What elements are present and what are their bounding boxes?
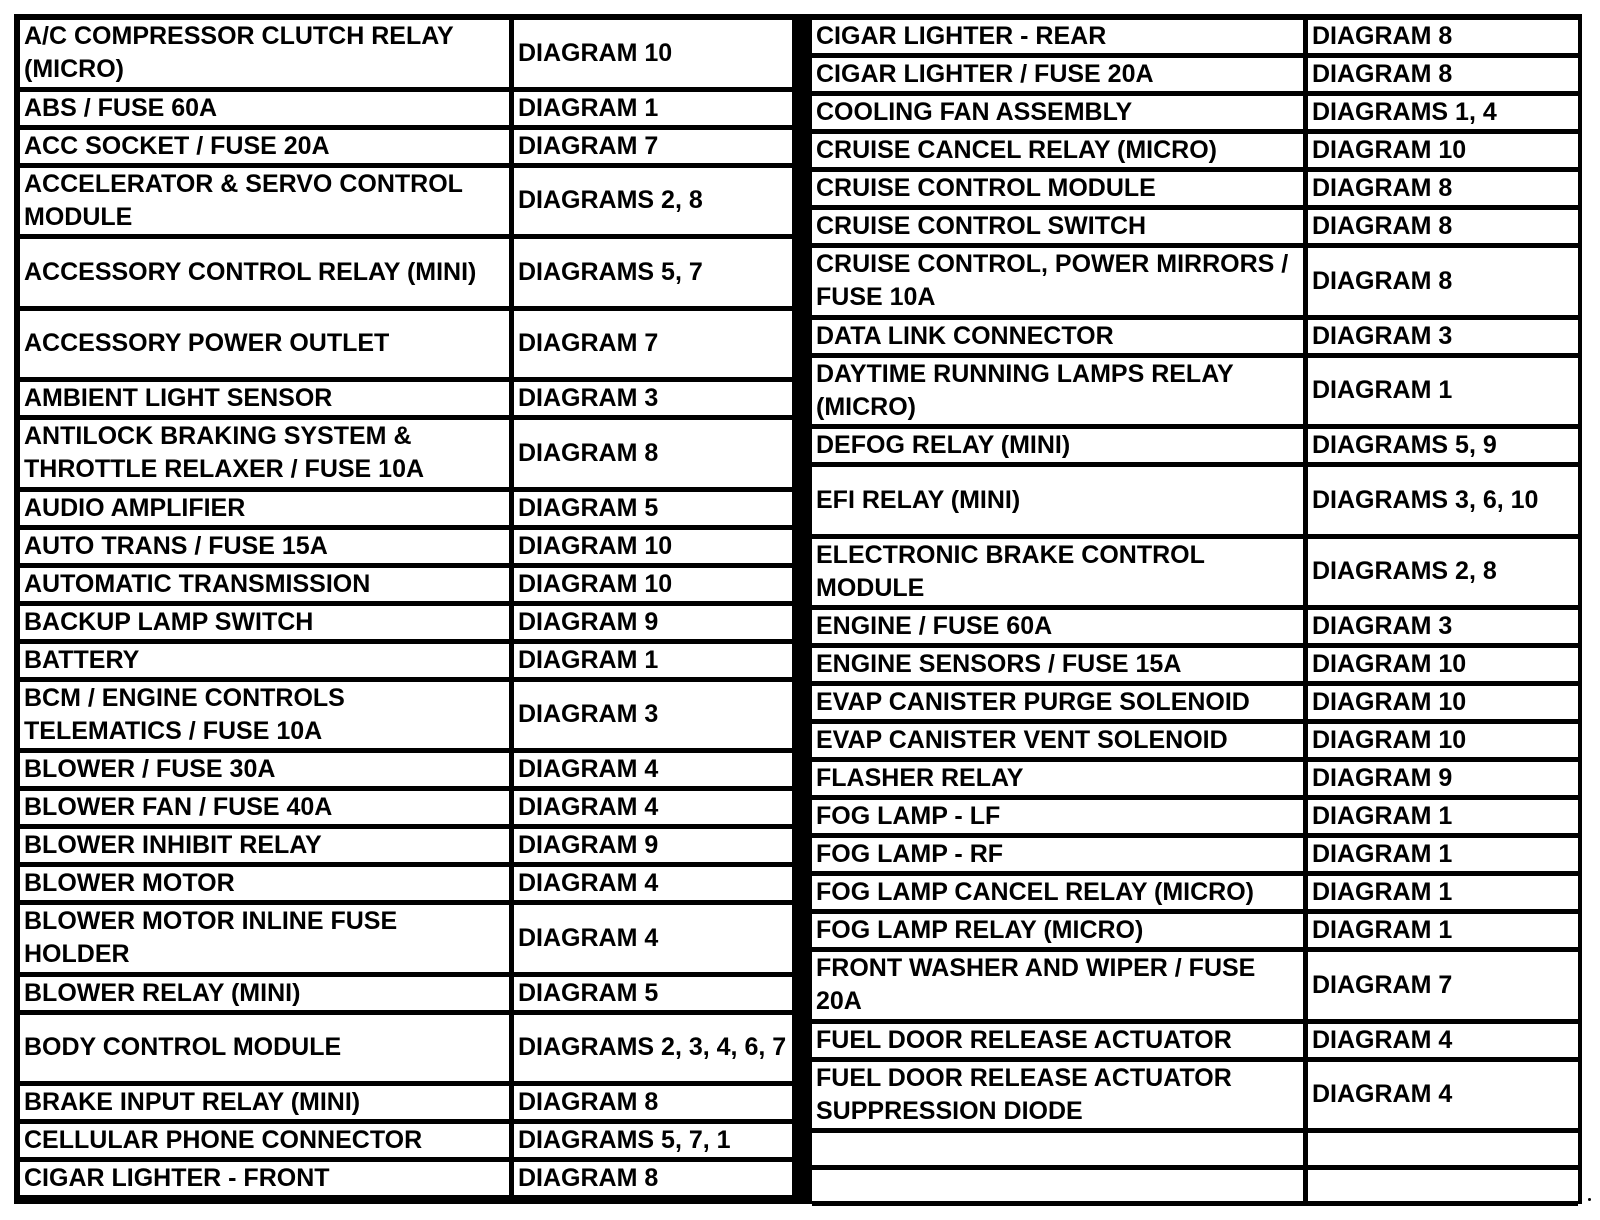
component-name-cell: CRUISE CONTROL MODULE	[812, 172, 1308, 210]
diagram-ref-cell: DIAGRAM 3	[514, 682, 792, 754]
index-row	[812, 610, 1578, 648]
diagram-ref-cell: DIAGRAM 9	[514, 606, 792, 644]
diagram-ref-cell: DIAGRAMS 2, 8	[1308, 539, 1578, 611]
diagram-ref-cell: DIAGRAM 8	[514, 1162, 792, 1200]
diagram-ref-cell: DIAGRAM 10	[514, 530, 792, 568]
index-row	[812, 686, 1578, 724]
index-row	[812, 914, 1578, 952]
diagram-ref-cell: DIAGRAM 4	[514, 905, 792, 977]
component-name-cell: ENGINE / FUSE 60A	[812, 610, 1308, 648]
diagram-ref-cell: DIAGRAM 10	[1308, 134, 1578, 172]
diagram-ref-cell: DIAGRAM 4	[514, 753, 792, 791]
diagram-ref-cell: DIAGRAM 8	[514, 1086, 792, 1124]
diagram-ref-cell: DIAGRAM 8	[1308, 172, 1578, 210]
component-name-cell: EVAP CANISTER VENT SOLENOID	[812, 724, 1308, 762]
left-index-body	[20, 20, 792, 1200]
index-row	[812, 96, 1578, 134]
component-name-cell: BLOWER FAN / FUSE 40A	[20, 791, 514, 829]
index-row	[812, 358, 1578, 430]
index-row	[20, 682, 792, 754]
fuse-index-sheet	[14, 14, 1582, 1204]
index-row	[20, 568, 792, 606]
right-index-column	[812, 20, 1578, 1206]
index-row	[20, 977, 792, 1015]
component-name-cell: CIGAR LIGHTER / FUSE 20A	[812, 58, 1308, 96]
component-name-cell: CELLULAR PHONE CONNECTOR	[20, 1124, 514, 1162]
component-name-cell: BATTERY	[20, 644, 514, 682]
component-name-cell: AUTOMATIC TRANSMISSION	[20, 568, 514, 606]
component-name-cell: BLOWER / FUSE 30A	[20, 753, 514, 791]
component-name-cell	[812, 1170, 1308, 1207]
index-row	[20, 867, 792, 905]
right-index-table	[812, 20, 1578, 1206]
diagram-ref-cell: DIAGRAM 1	[1308, 838, 1578, 876]
component-name-cell: CRUISE CONTROL, POWER MIRRORS / FUSE 10A	[812, 248, 1308, 320]
index-row	[812, 248, 1578, 320]
diagram-ref-cell: DIAGRAM 10	[1308, 686, 1578, 724]
left-index-table	[20, 20, 792, 1200]
component-name-cell: AMBIENT LIGHT SENSOR	[20, 382, 514, 420]
diagram-ref-cell: DIAGRAM 1	[1308, 800, 1578, 838]
diagram-ref-cell: DIAGRAMS 1, 4	[1308, 96, 1578, 134]
index-row	[20, 92, 792, 130]
diagram-ref-cell: DIAGRAM 8	[1308, 248, 1578, 320]
component-name-cell: FUEL DOOR RELEASE ACTUATOR	[812, 1024, 1308, 1062]
component-name-cell: DATA LINK CONNECTOR	[812, 320, 1308, 358]
index-row	[812, 952, 1578, 1024]
component-name-cell: ENGINE SENSORS / FUSE 15A	[812, 648, 1308, 686]
component-name-cell: BLOWER RELAY (MINI)	[20, 977, 514, 1015]
diagram-ref-cell: DIAGRAM 5	[514, 492, 792, 530]
component-name-cell: BRAKE INPUT RELAY (MINI)	[20, 1086, 514, 1124]
diagram-ref-cell: DIAGRAM 4	[1308, 1024, 1578, 1062]
index-row	[20, 20, 792, 92]
index-row	[812, 210, 1578, 248]
component-name-cell: AUDIO AMPLIFIER	[20, 492, 514, 530]
diagram-ref-cell: DIAGRAM 5	[514, 977, 792, 1015]
index-row	[20, 420, 792, 492]
diagram-ref-cell: DIAGRAM 8	[1308, 210, 1578, 248]
component-name-cell: A/C COMPRESSOR CLUTCH RELAY (MICRO)	[20, 20, 514, 92]
index-row	[812, 539, 1578, 611]
index-row	[20, 1124, 792, 1162]
index-row	[20, 239, 792, 311]
index-row	[812, 724, 1578, 762]
diagram-ref-cell: DIAGRAM 8	[1308, 58, 1578, 96]
index-row	[812, 20, 1578, 58]
component-name-cell: ACCESSORY POWER OUTLET	[20, 311, 514, 383]
index-row	[20, 1015, 792, 1087]
index-row	[812, 1170, 1578, 1207]
diagram-ref-cell: DIAGRAM 1	[514, 644, 792, 682]
component-name-cell: BACKUP LAMP SWITCH	[20, 606, 514, 644]
component-name-cell: EVAP CANISTER PURGE SOLENOID	[812, 686, 1308, 724]
diagram-ref-cell: DIAGRAMS 3, 6, 10	[1308, 467, 1578, 539]
index-row	[812, 172, 1578, 210]
index-row	[812, 58, 1578, 96]
component-name-cell: CIGAR LIGHTER - FRONT	[20, 1162, 514, 1200]
index-row	[20, 130, 792, 168]
diagram-ref-cell: DIAGRAM 10	[1308, 648, 1578, 686]
component-name-cell: CIGAR LIGHTER - REAR	[812, 20, 1308, 58]
diagram-ref-cell: DIAGRAM 10	[1308, 724, 1578, 762]
index-row	[20, 606, 792, 644]
index-row	[812, 1062, 1578, 1134]
component-name-cell: BCM / ENGINE CONTROLS TELEMATICS / FUSE 10A	[20, 682, 514, 754]
component-name-cell: FOG LAMP RELAY (MICRO)	[812, 914, 1308, 952]
diagram-ref-cell: DIAGRAM 10	[514, 568, 792, 606]
component-name-cell: BLOWER INHIBIT RELAY	[20, 829, 514, 867]
index-row	[812, 762, 1578, 800]
component-name-cell: ABS / FUSE 60A	[20, 92, 514, 130]
component-name-cell: FOG LAMP CANCEL RELAY (MICRO)	[812, 876, 1308, 914]
diagram-ref-cell: DIAGRAM 4	[514, 791, 792, 829]
diagram-ref-cell: DIAGRAM 4	[514, 867, 792, 905]
diagram-ref-cell: DIAGRAMS 5, 7	[514, 239, 792, 311]
component-name-cell: DEFOG RELAY (MINI)	[812, 429, 1308, 467]
index-row	[812, 467, 1578, 539]
diagram-ref-cell: DIAGRAM 7	[1308, 952, 1578, 1024]
diagram-ref-cell: DIAGRAMS 5, 9	[1308, 429, 1578, 467]
component-name-cell: BLOWER MOTOR	[20, 867, 514, 905]
diagram-ref-cell: DIAGRAM 1	[514, 92, 792, 130]
index-row	[20, 382, 792, 420]
component-name-cell: COOLING FAN ASSEMBLY	[812, 96, 1308, 134]
index-row	[20, 791, 792, 829]
component-name-cell: ELECTRONIC BRAKE CONTROL MODULE	[812, 539, 1308, 611]
index-row	[812, 838, 1578, 876]
index-row	[20, 311, 792, 383]
diagram-ref-cell: DIAGRAM 1	[1308, 876, 1578, 914]
component-name-cell	[812, 1133, 1308, 1170]
diagram-ref-cell: DIAGRAM 8	[1308, 20, 1578, 58]
index-row	[20, 530, 792, 568]
component-name-cell: EFI RELAY (MINI)	[812, 467, 1308, 539]
component-name-cell: CRUISE CANCEL RELAY (MICRO)	[812, 134, 1308, 172]
diagram-ref-cell: DIAGRAM 9	[514, 829, 792, 867]
index-row	[812, 648, 1578, 686]
index-row	[812, 876, 1578, 914]
index-row	[20, 1162, 792, 1200]
index-row	[20, 1086, 792, 1124]
index-row	[812, 429, 1578, 467]
diagram-ref-cell	[1308, 1133, 1578, 1170]
diagram-ref-cell: DIAGRAM 4	[1308, 1062, 1578, 1134]
component-name-cell: ACC SOCKET / FUSE 20A	[20, 130, 514, 168]
index-row	[812, 800, 1578, 838]
diagram-ref-cell: DIAGRAM 8	[514, 420, 792, 492]
diagram-ref-cell: DIAGRAM 1	[1308, 358, 1578, 430]
component-name-cell: BLOWER MOTOR INLINE FUSE HOLDER	[20, 905, 514, 977]
component-name-cell: FOG LAMP - RF	[812, 838, 1308, 876]
index-row	[812, 1133, 1578, 1170]
component-name-cell: FLASHER RELAY	[812, 762, 1308, 800]
component-name-cell: FUEL DOOR RELEASE ACTUATOR SUPPRESSION DIODE	[812, 1062, 1308, 1134]
component-name-cell: ACCESSORY CONTROL RELAY (MINI)	[20, 239, 514, 311]
diagram-ref-cell: DIAGRAM 10	[514, 20, 792, 92]
index-row	[20, 905, 792, 977]
diagram-ref-cell: DIAGRAM 3	[1308, 320, 1578, 358]
component-name-cell: ACCELERATOR & SERVO CONTROL MODULE	[20, 168, 514, 240]
diagram-ref-cell	[1308, 1170, 1578, 1207]
stray-mark	[1588, 1198, 1591, 1201]
index-row	[812, 320, 1578, 358]
diagram-ref-cell: DIAGRAM 9	[1308, 762, 1578, 800]
diagram-ref-cell: DIAGRAM 7	[514, 311, 792, 383]
diagram-ref-cell: DIAGRAMS 2, 8	[514, 168, 792, 240]
diagram-ref-cell: DIAGRAM 3	[514, 382, 792, 420]
diagram-ref-cell: DIAGRAM 1	[1308, 914, 1578, 952]
left-index-column	[20, 20, 792, 1200]
index-row	[20, 644, 792, 682]
diagram-ref-cell: DIAGRAM 7	[514, 130, 792, 168]
diagram-ref-cell: DIAGRAM 3	[1308, 610, 1578, 648]
diagram-ref-cell: DIAGRAMS 5, 7, 1	[514, 1124, 792, 1162]
component-name-cell: FOG LAMP - LF	[812, 800, 1308, 838]
component-name-cell: DAYTIME RUNNING LAMPS RELAY (MICRO)	[812, 358, 1308, 430]
index-row	[812, 1024, 1578, 1062]
index-row	[20, 492, 792, 530]
index-row	[20, 753, 792, 791]
component-name-cell: AUTO TRANS / FUSE 15A	[20, 530, 514, 568]
right-index-body	[812, 20, 1578, 1206]
diagram-ref-cell: DIAGRAMS 2, 3, 4, 6, 7	[514, 1015, 792, 1087]
component-name-cell: ANTILOCK BRAKING SYSTEM & THROTTLE RELAXER / FUSE 10A	[20, 420, 514, 492]
index-row	[20, 829, 792, 867]
index-row	[20, 168, 792, 240]
component-name-cell: FRONT WASHER AND WIPER / FUSE 20A	[812, 952, 1308, 1024]
index-row	[812, 134, 1578, 172]
component-name-cell: BODY CONTROL MODULE	[20, 1015, 514, 1087]
component-name-cell: CRUISE CONTROL SWITCH	[812, 210, 1308, 248]
